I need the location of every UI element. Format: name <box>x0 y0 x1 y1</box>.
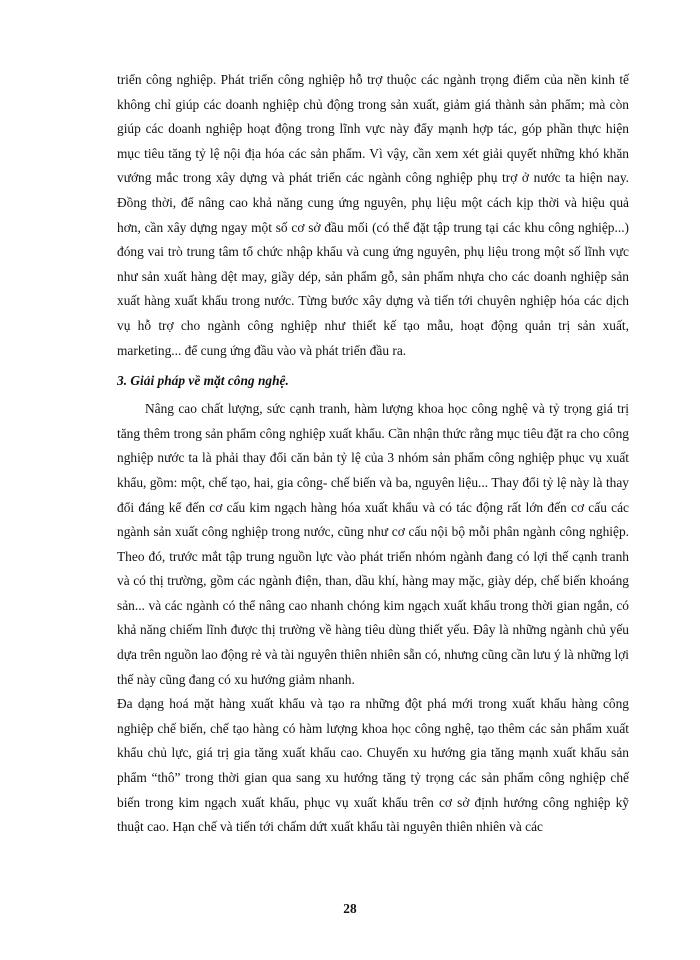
section-heading: 3. Giải pháp về mặt công nghệ. <box>117 373 289 389</box>
page-number: 28 <box>343 901 357 916</box>
page-body <box>117 68 629 840</box>
paragraph-industrial-support: triển công nghiệp. Phát triển công nghiệp hỗ trợ thuộc các ngành trọng điểm của nền kinh tế không chỉ giúp các doanh nghiệp chủ động trong sản xuất, giảm giá thành sản phẩm; mà còn giúp các doanh nghiệp hoạt động trong lĩnh vực này đẩy mạnh hợp tác, góp phần thực hiện mục tiêu tăng tỷ lệ nội địa hóa các sản phẩm. Vì vậy, cần xem xét giải quyết những khó khăn vướng mắc trong xây dựng và phát triển các ngành công nghiệp phụ trợ ở nước ta hiện nay. Đồng thời, để nâng cao khả năng cung ứng nguyên, phụ liệu một cách kịp thời và hiệu quả hơn, cần xây dựng ngay một số cơ sở đầu mối (có thể đặt tập trung tại các khu công nghiệp...) đóng vai trò trung tâm tổ chức nhập khẩu và cung ứng nguyên, phụ liệu trong một số lĩnh vực như sản xuất hàng dệt may, giầy dép, sản phẩm gỗ, sản phẩm nhựa cho các doanh nghiệp sản xuất hàng xuất khẩu trong nước. Từng bước xây dựng và tiến tới chuyên nghiệp hóa các dịch vụ hỗ trợ cho ngành công nghiệp như thiết kế tạo mẫu, hoạt động quản trị sản xuất, marketing... để cung ứng đầu vào và phát triển đầu ra. <box>117 72 629 358</box>
paragraph-export-diversification: Đa dạng hoá mặt hàng xuất khẩu và tạo ra những đột phá mới trong xuất khẩu hàng công nghiệp chế biến, chế tạo hàng có hàm lượng khoa học công nghệ, tạo thêm các sản phẩm xuất khẩu chủ lực, giá trị gia tăng xuất khẩu cao. Chuyển xu hướng gia tăng mạnh xuất khẩu sản phẩm “thô” trong thời gian qua sang xu hướng tăng tỷ trọng các sản phẩm công nghiệp chế biến trong kim ngạch xuất khẩu, phục vụ xuất khẩu trên cơ sở định hướng công nghiệp kỹ thuật cao. Hạn chế và tiến tới chấm dứt xuất khẩu tài nguyên thiên nhiên và các <box>117 696 629 835</box>
paragraph-quality-competitiveness: Nâng cao chất lượng, sức cạnh tranh, hàm lượng khoa học công nghệ và tỷ trọng giá trị tăng thêm trong sản phẩm công nghiệp xuất khẩu. Cần nhận thức rằng mục tiêu đặt ra cho công nghiệp nước ta là phải thay đổi căn bản tỷ lệ của 3 nhóm sản phẩm công nghiệp phục vụ xuất khẩu, gồm: một, chế tạo, hai, gia công- chế biến và ba, nguyên liệu... Thay đổi tỷ lệ này là thay đổi đáng kể đến cơ cấu kim ngạch hàng hóa xuất khẩu và có tác động rất lớn đến cơ cấu các ngành sản xuất công nghiệp trong nước, cũng như cơ cấu nội bộ mỗi phân ngành công nghiệp. Theo đó, trước mắt tập trung nguồn lực vào phát triển nhóm ngành đang có lợi thế cạnh tranh và có thị trường, gồm các ngành điện, than, dầu khí, hàng may mặc, giày dép, chế biến khoáng sản... và các ngành có thể nâng cao nhanh chóng kim ngạch xuất khẩu trong thời gian ngắn, có khả năng chiếm lĩnh được thị trường về hàng tiêu dùng thiết yếu. Đây là những ngành chủ yếu dựa trên nguồn lao động rẻ và tài nguyên thiên nhiên sẵn có, nhưng cũng cần lưu ý là những lợi thế này cũng đang có xu hướng giảm nhanh. <box>117 401 629 687</box>
